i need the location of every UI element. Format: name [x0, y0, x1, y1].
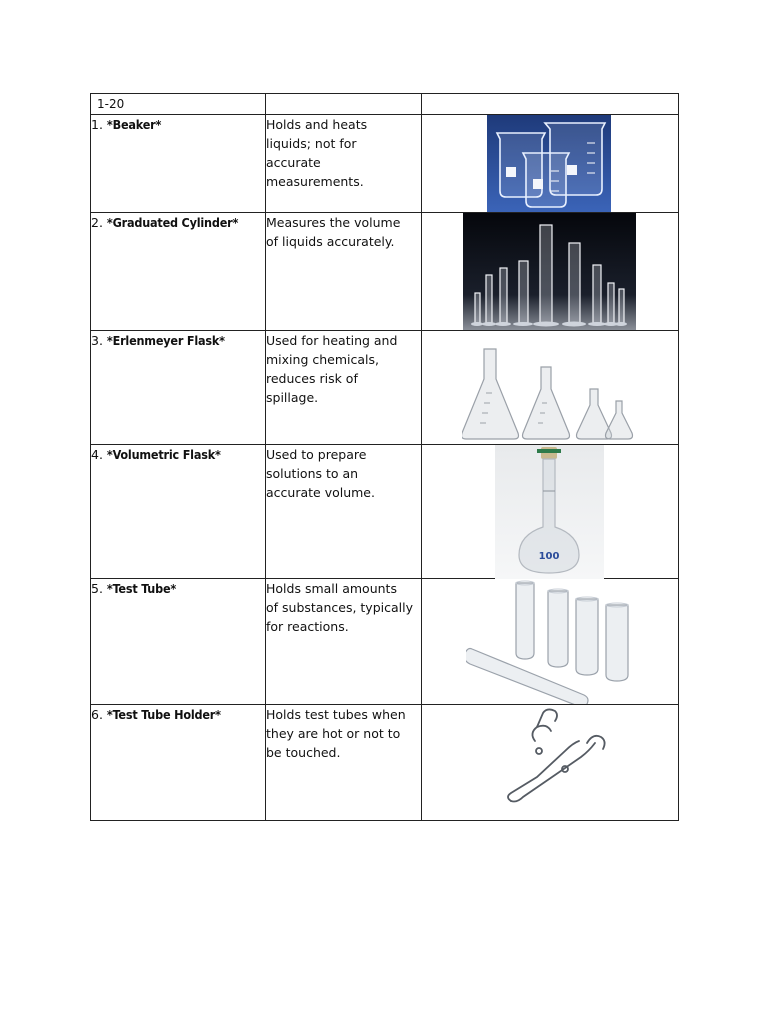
item-name-cell [91, 115, 266, 213]
item-description: Used for heating and mixing chemicals, reduces risk of spillage. [266, 331, 422, 445]
item-number: 5. [91, 581, 107, 596]
table-row [91, 115, 679, 213]
item-number: 1. [91, 117, 107, 132]
item-name-cell [91, 579, 266, 705]
item-number: 4. [91, 447, 107, 462]
item-image-cell [422, 331, 679, 445]
test-tube-photo [466, 579, 634, 704]
item-name-cell [91, 705, 266, 821]
item-description: Measures the volume of liquids accurately. [266, 213, 422, 331]
header-row [91, 94, 679, 115]
graduated-cylinder-photo [463, 213, 636, 330]
lab-equipment-table [90, 93, 679, 821]
table-row [91, 579, 679, 705]
volumetric-flask-photo [495, 445, 604, 579]
beaker-photo [487, 115, 611, 212]
test-tube-holder-photo [479, 705, 621, 820]
item-name: *Test Tube* [106, 581, 177, 596]
item-image-cell [422, 445, 679, 579]
table-row [91, 331, 679, 445]
item-description: Holds small amounts of substances, typically for reactions. [266, 579, 422, 705]
table-row [91, 213, 679, 331]
item-number: 6. [91, 707, 107, 722]
header-cell-3 [422, 94, 679, 115]
item-description: Holds and heats liquids; not for accurate measurements. [266, 115, 422, 213]
item-description: Used to prepare solutions to an accurate volume. [266, 445, 422, 579]
item-number: 2. [91, 215, 107, 230]
header-cell-2 [266, 94, 422, 115]
item-name: *Graduated Cylinder* [106, 215, 239, 230]
item-name: *Erlenmeyer Flask* [106, 333, 225, 348]
item-name: *Beaker* [106, 117, 162, 132]
item-image-cell [422, 213, 679, 331]
table-row [91, 445, 679, 579]
item-image-cell [422, 115, 679, 213]
item-description: Holds test tubes when they are hot or not to be touched. [266, 705, 422, 821]
flask-volume-label: 100 [538, 551, 560, 562]
item-name-cell [91, 445, 266, 579]
item-name-cell [91, 213, 266, 331]
item-name: *Volumetric Flask* [106, 447, 221, 462]
item-name: *Test Tube Holder* [106, 707, 221, 722]
range-label: 1-20 [91, 94, 266, 115]
item-number: 3. [91, 333, 107, 348]
table-row [91, 705, 679, 821]
item-image-cell [422, 705, 679, 821]
item-name-cell [91, 331, 266, 445]
item-image-cell [422, 579, 679, 705]
erlenmeyer-flask-photo [462, 343, 638, 443]
